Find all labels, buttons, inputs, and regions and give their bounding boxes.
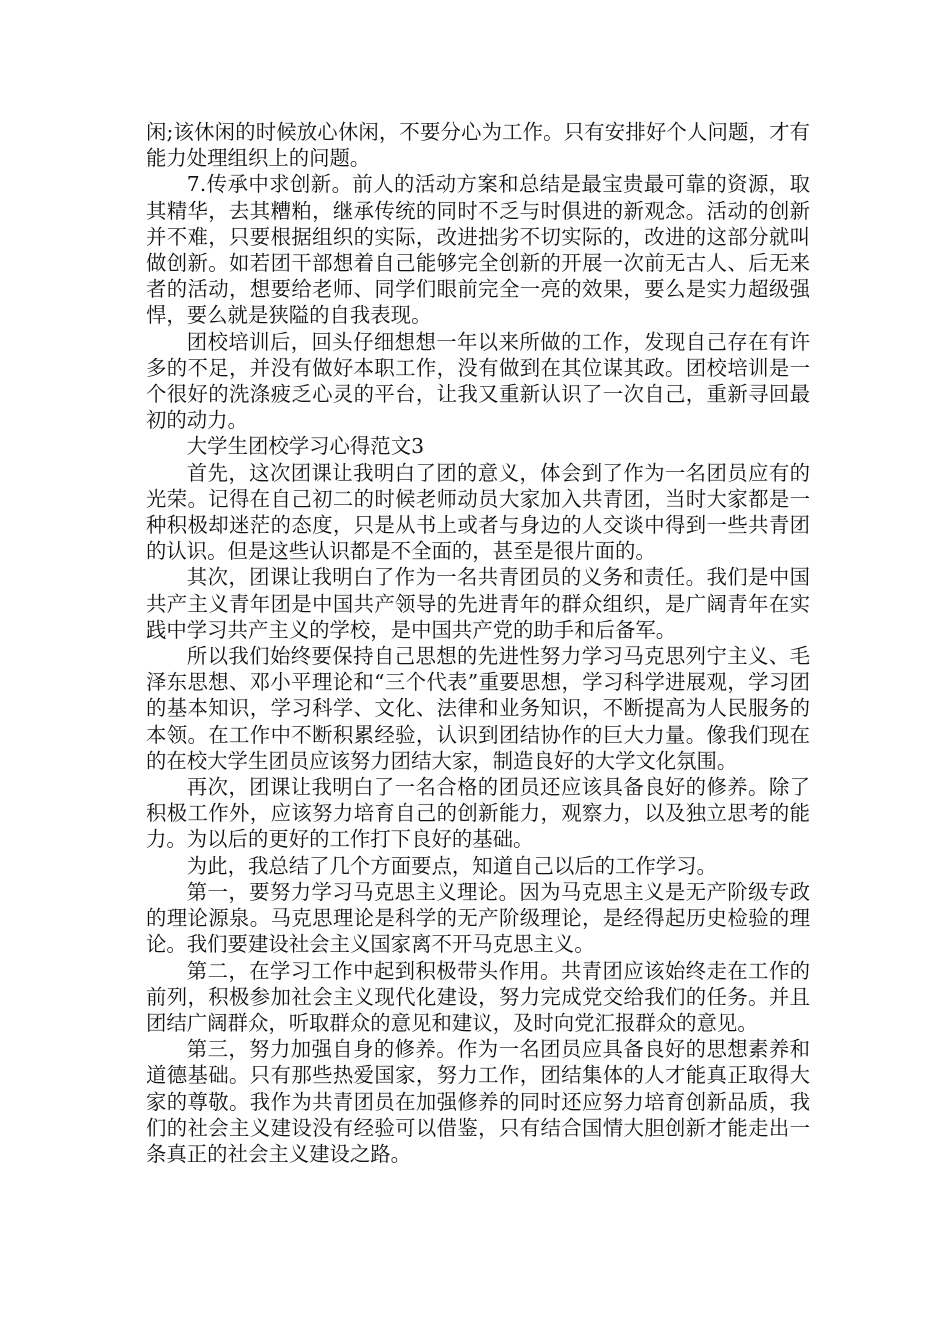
paragraph: 再次，团课让我明白了一名合格的团员还应该具备良好的修养。除了积极工作外，应该努力培育自己的创新能力，观察力，以及独立思考的能力。为以后的更好的工作打下良好的基础。 bbox=[146, 775, 810, 852]
paragraph: 首先，这次团课让我明白了团的意义，体会到了作为一名团员应有的光荣。记得在自己初二的时候老师动员大家加入共青团，当时大家都是一种积极却迷茫的态度，只是从书上或者与身边的人交谈中得到一些共青团的认识。但是这些认识都是不全面的，甚至是很片面的。 bbox=[146, 460, 810, 564]
paragraph: 闲;该休闲的时候放心休闲，不要分心为工作。只有安排好个人问题，才有能力处理组织上的问题。 bbox=[146, 120, 810, 171]
paragraph: 第二，在学习工作中起到积极带头作用。共青团应该始终走在工作的前列，积极参加社会主义现代化建设，努力完成党交给我们的任务。并且团结广阔群众，听取群众的意见和建议，及时向党汇报群众的意见。 bbox=[146, 958, 810, 1035]
paragraph: 所以我们始终要保持自己思想的先进性努力学习马克思列宁主义、毛泽东思想、邓小平理论和“三个代表”重要思想，学习科学进展观，学习团的基本知识，学习科学、文化、法律和业务知识，不断提高为人民服务的本领。在工作中不断积累经验，认识到团结协作的巨大力量。像我们现在的在校大学生团员应该努力团结大家，制造良好的大学文化氛围。 bbox=[146, 644, 810, 773]
paragraph: 为此，我总结了几个方面要点，知道自己以后的工作学习。 bbox=[186, 853, 717, 878]
paragraph: 第三，努力加强自身的修养。作为一名团员应具备良好的思想素养和道德基础。只有那些热爱国家，努力工作，团结集体的人才能真正取得大家的尊敬。我作为共青团员在加强修养的同时还应努力培育创新品质，我们的社会主义建设没有经验可以借鉴，只有结合国情大胆创新才能走出一条真正的社会主义建设之路。 bbox=[146, 1037, 810, 1166]
section-heading: 大学生团校学习心得范文3 bbox=[186, 434, 425, 459]
paragraph: 其次，团课让我明白了作为一名共青团员的义务和责任。我们是中国共产主义青年团是中国共产领导的先进青年的群众组织，是广阔青年在实践中学习共产主义的学校，是中国共产党的助手和后备军。 bbox=[146, 565, 810, 642]
paragraph: 第一，要努力学习马克思主义理论。因为马克思主义是无产阶级专政的理论源泉。马克思理论是科学的无产阶级理论，是经得起历史检验的理论。我们要建设社会主义国家离不开马克思主义。 bbox=[146, 879, 810, 957]
document-body bbox=[146, 119, 810, 1167]
paragraph: 7.传承中求创新。前人的活动方案和总结是最宝贵最可靠的资源，取其精华，去其糟粕，继承传统的同时不乏与时俱进的新观念。活动的创新并不难，只要根据组织的实际，改进拙劣不切实际的，改进的这部分就叫做创新。如若团干部想着自己能够完全创新的开展一次前无古人、后无来者的活动，想要给老师、同学们眼前完全一亮的效果，要么是实力超级强悍，要么就是狭隘的自我表现。 bbox=[146, 172, 810, 328]
paragraph: 团校培训后，回头仔细想想一年以来所做的工作，发现自己存在有许多的不足，并没有做好本职工作，没有做到在其位谋其政。团校培训是一个很好的洗涤疲乏心灵的平台，让我又重新认识了一次自己，重新寻回最初的动力。 bbox=[146, 329, 810, 433]
